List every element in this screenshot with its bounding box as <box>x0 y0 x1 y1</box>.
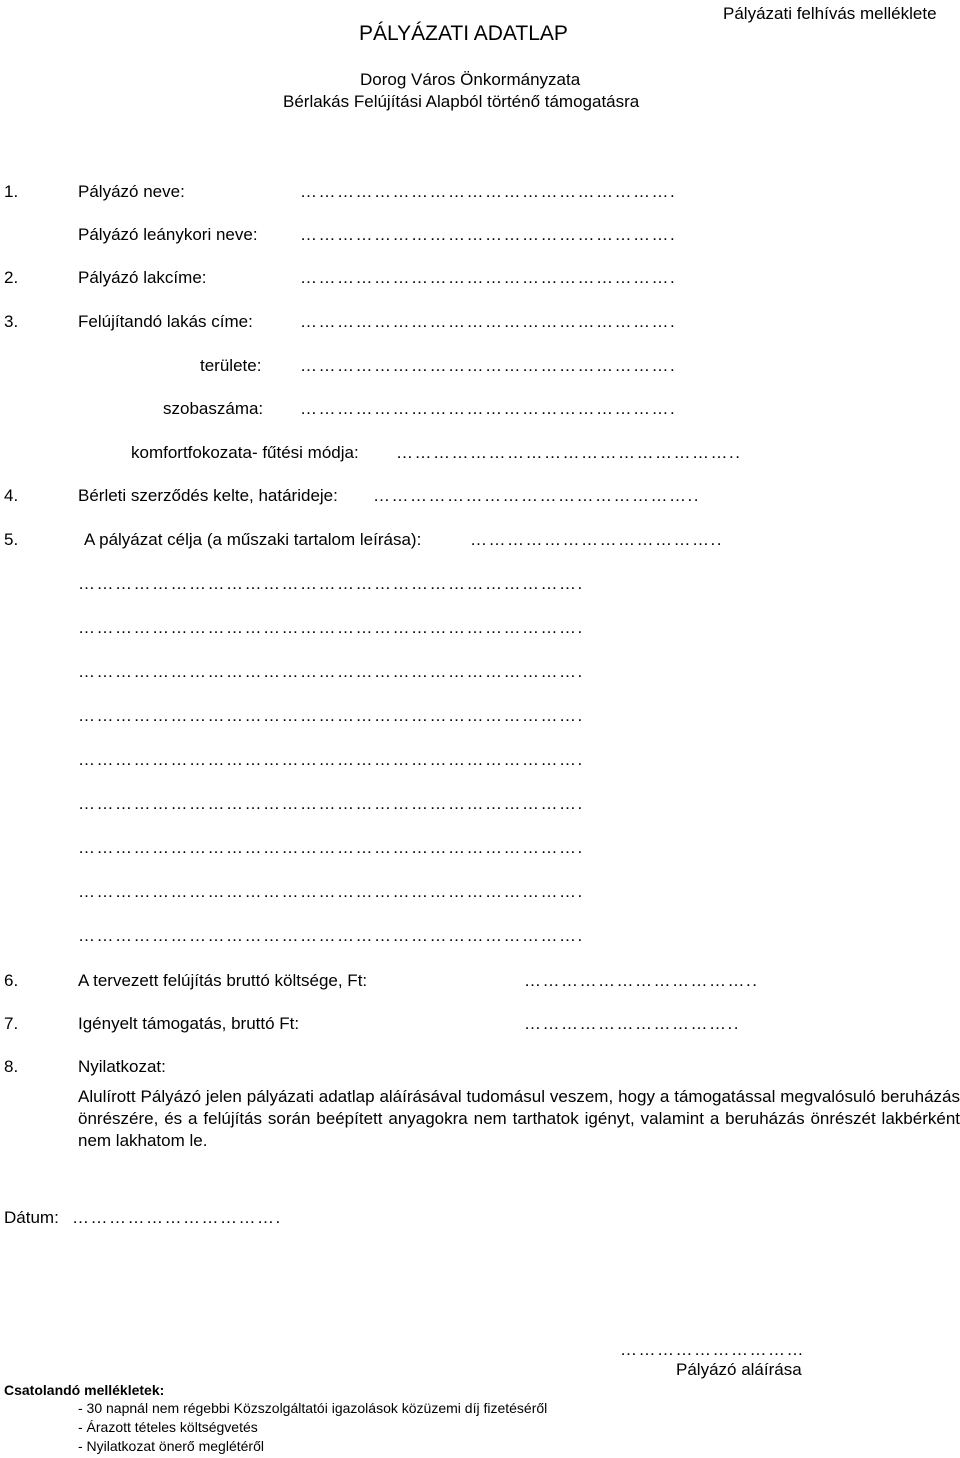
document-title: PÁLYÁZATI ADATLAP <box>359 22 568 45</box>
lease-contract-label: Bérleti szerződés kelte, határideje: <box>78 486 338 505</box>
purpose-line-4[interactable]: ………………………………………………………………………. <box>78 706 584 725</box>
item-number-6: 6. <box>4 971 19 990</box>
item-number-2: 2. <box>4 268 19 287</box>
date-label: Dátum: <box>4 1208 59 1227</box>
item-number-8: 8. <box>4 1057 19 1076</box>
planned-cost-label: A tervezett felújítás bruttó költsége, Ft: <box>78 971 368 990</box>
flat-address-field[interactable]: ……………………………………………………. <box>300 312 677 331</box>
purpose-line-1[interactable]: ………………………………………………………………………. <box>78 574 584 593</box>
purpose-line-7[interactable]: ………………………………………………………………………. <box>78 838 584 857</box>
purpose-field[interactable]: ………………………………….. <box>470 530 723 549</box>
applicant-maiden-name-label: Pályázó leánykori neve: <box>78 225 258 244</box>
subtitle-fund: Bérlakás Felújítási Alapból történő támogatásra <box>283 92 640 111</box>
lease-contract-field[interactable]: …………………………………………….. <box>373 486 700 505</box>
purpose-line-3[interactable]: ………………………………………………………………………. <box>78 662 584 681</box>
comfort-heating-field[interactable]: ……………………………………………….. <box>396 443 742 462</box>
comfort-heating-label: komfortfokozata- fűtési módja: <box>131 443 359 462</box>
flat-area-label: területe: <box>200 356 262 375</box>
attachment-item-utility-certificates: - 30 napnál nem régebbi Közszolgáltatói igazolások közüzemi díj fizetéséről <box>78 1400 548 1416</box>
item-number-3: 3. <box>4 312 19 331</box>
attachment-item-cost-estimate: - Árazott tételes költségvetés <box>78 1419 258 1435</box>
date-field[interactable]: ……………………………. <box>72 1208 282 1227</box>
applicant-address-field[interactable]: ……………………………………………………. <box>300 268 677 287</box>
purpose-line-2[interactable]: ………………………………………………………………………. <box>78 618 584 637</box>
purpose-line-5[interactable]: ………………………………………………………………………. <box>78 750 584 769</box>
item-number-1: 1. <box>4 182 19 201</box>
item-number-7: 7. <box>4 1014 19 1033</box>
flat-address-label: Felújítandó lakás címe: <box>78 312 253 331</box>
purpose-line-9[interactable]: ………………………………………………………………………. <box>78 926 584 945</box>
room-count-field[interactable]: ……………………………………………………. <box>300 399 677 418</box>
planned-cost-field[interactable]: ……………………………….. <box>524 971 759 990</box>
declaration-text: Alulírott Pályázó jelen pályázati adatlap aláírásával tudomásul veszem, hogy a támogatással megvalósuló beruházás önrészére, és a felújítás során beépített anyagokra nem tarthatok igényt, valamint a beruházás önrészét lakbérként nem lakhatom le. <box>78 1087 960 1150</box>
declaration-heading: Nyilatkozat: <box>78 1057 166 1076</box>
annex-note: Pályázati felhívás melléklete <box>723 4 937 23</box>
purpose-line-8[interactable]: ………………………………………………………………………. <box>78 882 584 901</box>
requested-support-label: Igényelt támogatás, bruttó Ft: <box>78 1014 300 1033</box>
applicant-maiden-name-field[interactable]: ……………………………………………………. <box>300 225 677 244</box>
subtitle-municipality: Dorog Város Önkormányzata <box>360 70 581 89</box>
attachments-heading: Csatolandó mellékletek: <box>4 1382 165 1398</box>
purpose-label: A pályázat célja (a műszaki tartalom leírása): <box>84 530 422 549</box>
requested-support-field[interactable]: …………………………….. <box>524 1014 740 1033</box>
applicant-name-field[interactable]: ……………………………………………………. <box>300 182 677 201</box>
purpose-line-6[interactable]: ………………………………………………………………………. <box>78 794 584 813</box>
flat-area-field[interactable]: ……………………………………………………. <box>300 356 677 375</box>
item-number-4: 4. <box>4 486 19 505</box>
item-number-5: 5. <box>4 530 19 549</box>
signature-label: Pályázó aláírása <box>676 1360 802 1379</box>
attachment-item-own-funds-statement: - Nyilatkozat önerő meglétéről <box>78 1438 264 1454</box>
applicant-name-label: Pályázó neve: <box>78 182 185 201</box>
room-count-label: szobaszáma: <box>163 399 264 418</box>
applicant-address-label: Pályázó lakcíme: <box>78 268 207 287</box>
signature-field[interactable]: ………………………… <box>620 1340 805 1359</box>
